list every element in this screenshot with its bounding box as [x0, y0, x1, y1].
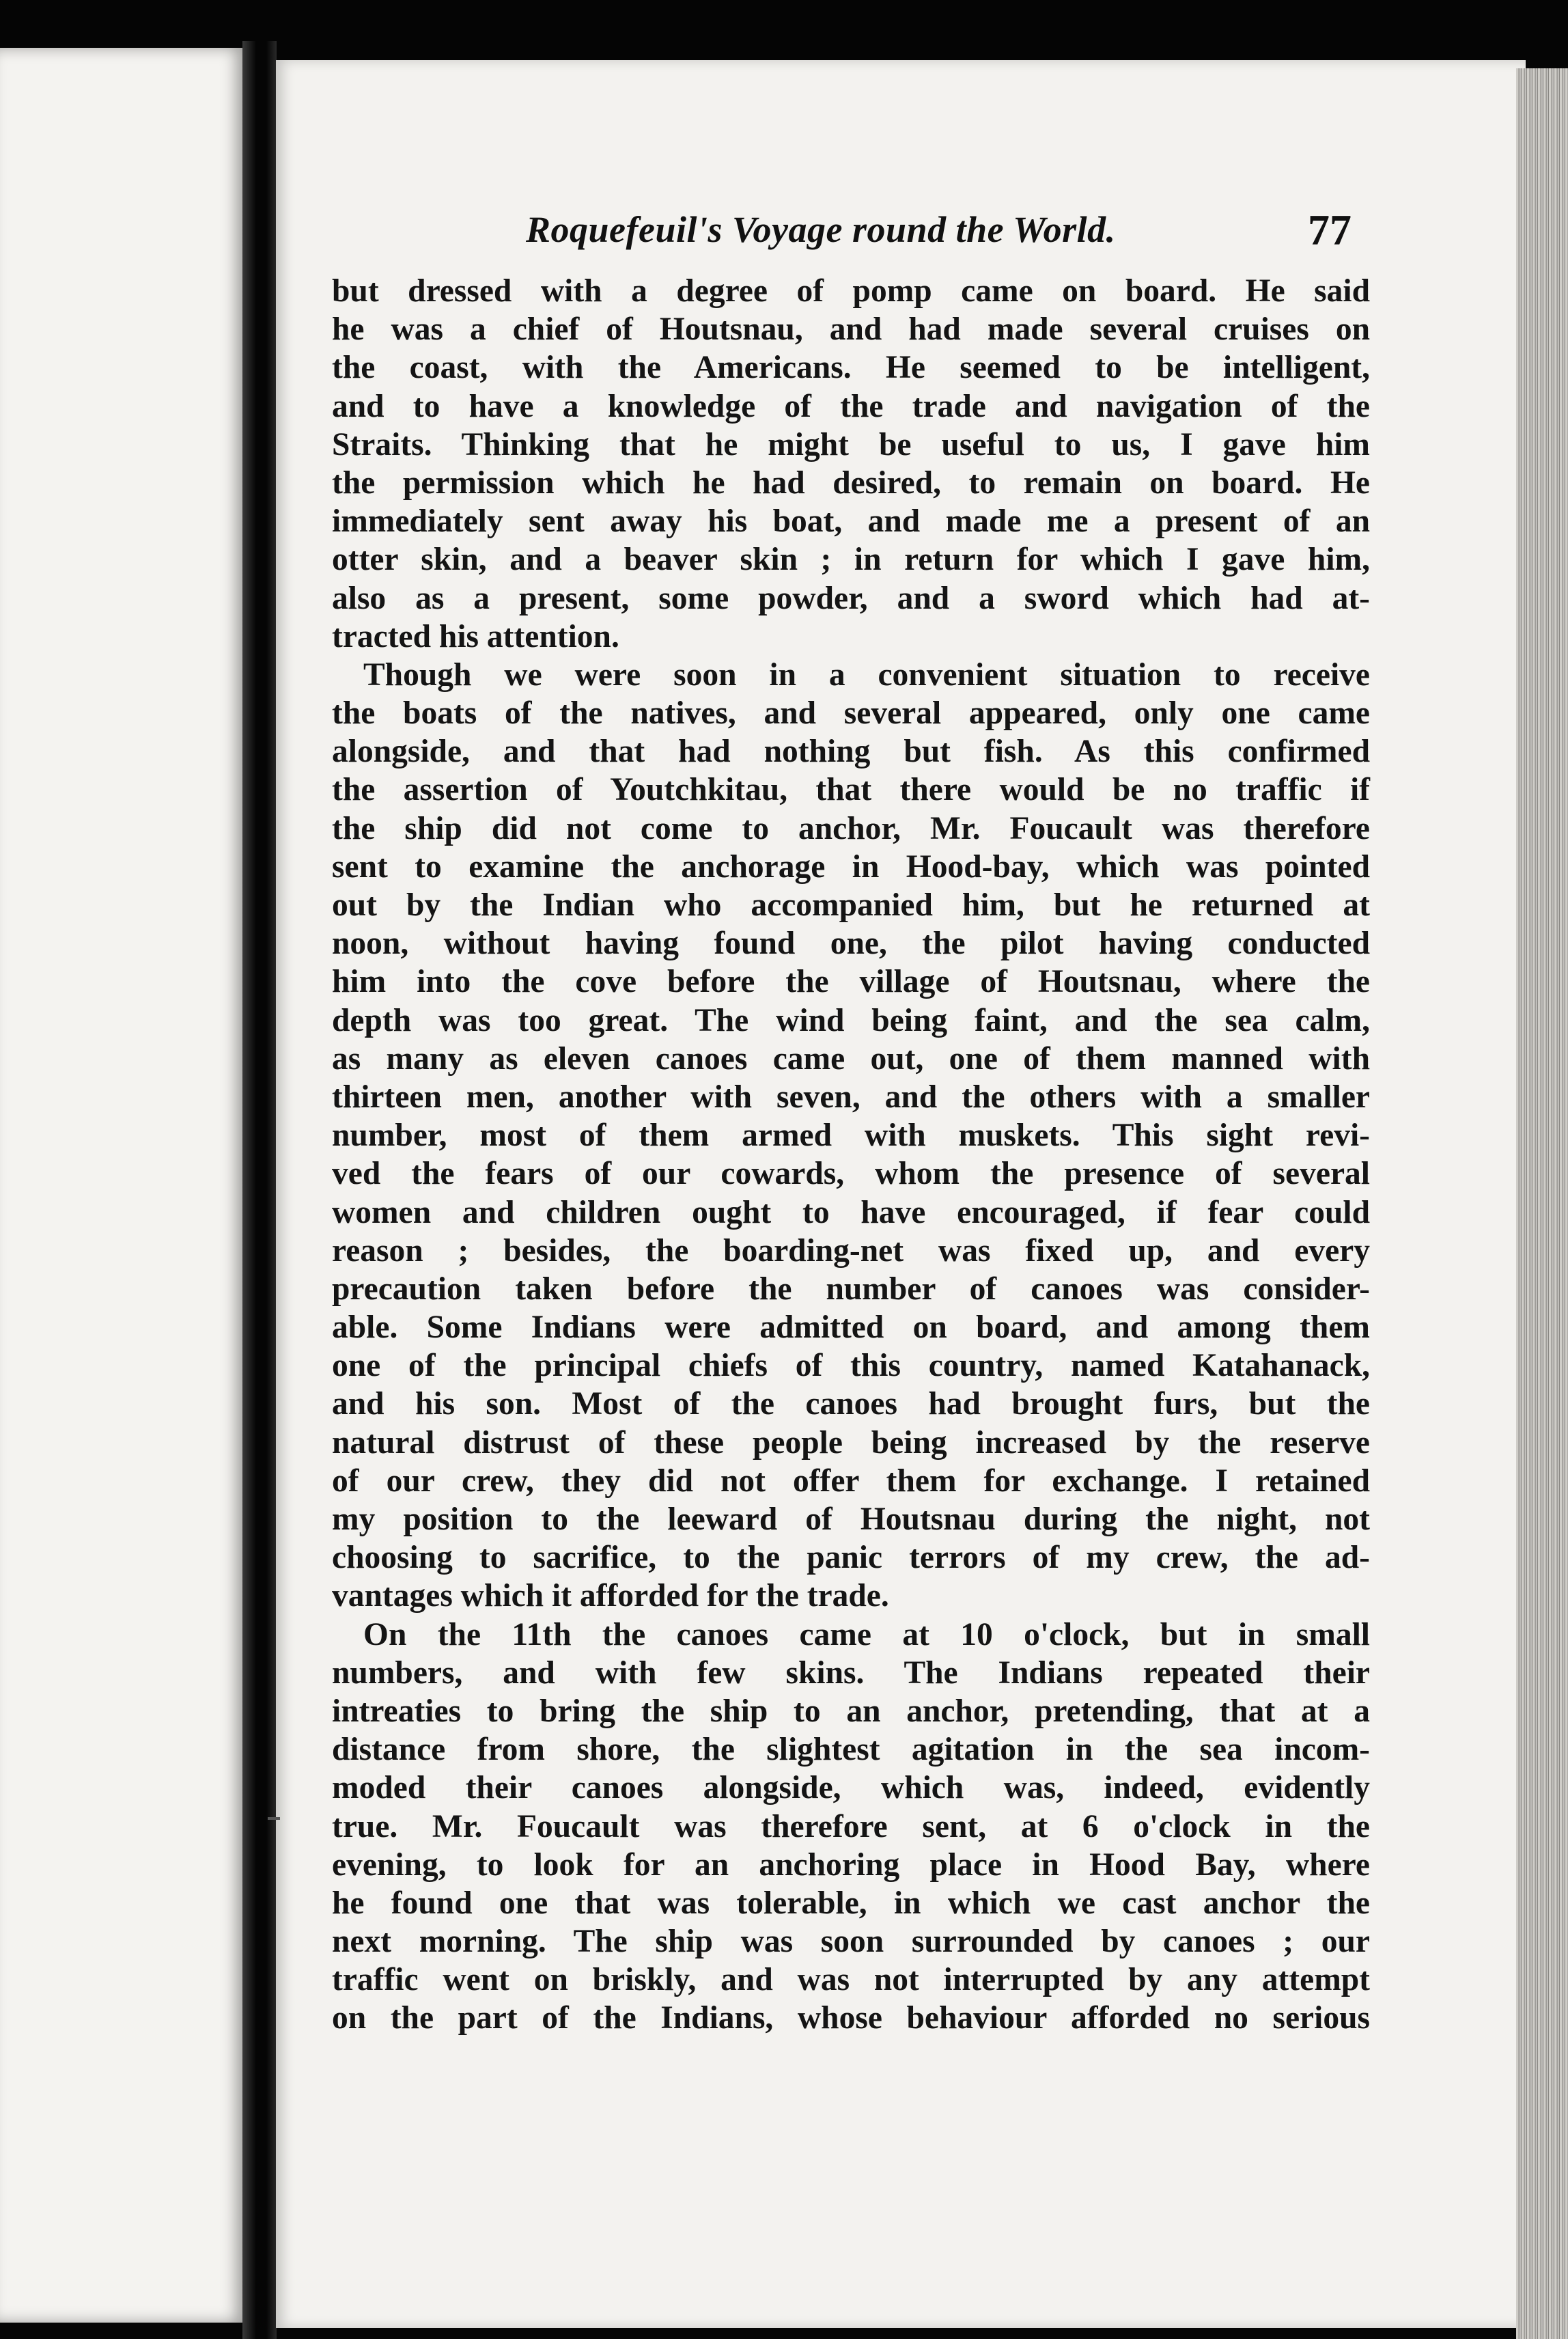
text-line: but dressed with a degree of pomp came on board. He said: [332, 273, 1370, 309]
text-line: numbers, and with few skins. The Indians repeated their: [332, 1655, 1370, 1691]
text-line: distance from shore, the slightest agitation in the sea incom-: [332, 1732, 1370, 1768]
text-line: On the 11th the canoes came at 10 o'clock, but in small: [363, 1616, 1370, 1652]
text-line: moded their canoes alongside, which was, indeed, evidently: [332, 1770, 1370, 1806]
text-line: sent to examine the anchorage in Hood-bay, which was pointed: [332, 848, 1370, 885]
text-line: him into the cove before the village of Houtsnau, where the: [332, 964, 1370, 1000]
text-line: natural distrust of these people being increased by the reserve: [332, 1424, 1370, 1461]
text-line: reason ; besides, the boarding-net was fixed up, and every: [332, 1232, 1370, 1269]
text-line: precaution taken before the number of canoes was consider-: [332, 1271, 1370, 1307]
text-line: the boats of the natives, and several appeared, only one came: [332, 695, 1370, 732]
text-line: able. Some Indians were admitted on board, and among them: [332, 1310, 1370, 1346]
text-line: intreaties to bring the ship to an anchor, pretending, that at a: [332, 1693, 1370, 1729]
book-gutter: [242, 41, 277, 2339]
text-line: alongside, and that had nothing but fish. As this confirmed: [332, 734, 1370, 770]
text-line: and his son. Most of the canoes had brought furs, but the: [332, 1386, 1370, 1422]
text-line: also as a present, some powder, and a sword which had at-: [332, 580, 1370, 616]
text-line: one of the principal chiefs of this country, named Katahanack,: [332, 1348, 1370, 1384]
text-line: next morning. The ship was soon surrounded by canoes ; our: [332, 1924, 1370, 1960]
text-line: Straits. Thinking that he might be useful to us, I gave him: [332, 426, 1370, 462]
text-line: number, most of them armed with muskets. This sight revi-: [332, 1118, 1370, 1154]
text-line: as many as eleven canoes came out, one of them manned with: [332, 1040, 1370, 1077]
text-line: my position to the leeward of Houtsnau during the night, not: [332, 1501, 1370, 1537]
text-line: Though we were soon in a convenient situation to receive: [363, 656, 1370, 693]
text-line: he found one that was tolerable, in which we cast anchor the: [332, 1885, 1370, 1921]
text-line: ved the fears of our cowards, whom the presence of several: [332, 1156, 1370, 1192]
text-line: the permission which he had desired, to remain on board. He: [332, 465, 1370, 501]
text-line: choosing to sacrifice, to the panic terrors of my crew, the ad-: [332, 1540, 1370, 1576]
text-line: out by the Indian who accompanied him, but he returned at: [332, 887, 1370, 923]
text-line: noon, without having found one, the pilot having conducted: [332, 926, 1370, 962]
text-line: otter skin, and a beaver skin ; in return for which I gave him,: [332, 542, 1370, 578]
text-line: traffic went on briskly, and was not interrupted by any attempt: [332, 1962, 1370, 1998]
margin-mark: [268, 1817, 280, 1820]
page-edges: [1516, 68, 1568, 2339]
text-line: depth was too great. The wind being faint, and the sea calm,: [332, 1002, 1370, 1038]
text-line: and to have a knowledge of the trade and navigation of the: [332, 388, 1370, 424]
running-head: Roquefeuil's Voyage round the World.: [526, 209, 1116, 250]
text-line: evening, to look for an anchoring place in Hood Bay, where: [332, 1846, 1370, 1883]
text-line: he was a chief of Houtsnau, and had made several cruises on: [332, 312, 1370, 348]
text-line: women and children ought to have encouraged, if fear could: [332, 1194, 1370, 1230]
text-line: thirteen men, another with seven, and the others with a smaller: [332, 1079, 1370, 1115]
text-line: on the part of the Indians, whose behaviour afforded no serious: [332, 2000, 1370, 2036]
text-line: the ship did not come to anchor, Mr. Foucault was therefore: [332, 810, 1370, 846]
left-page: [0, 48, 246, 2323]
text-line: true. Mr. Foucault was therefore sent, at 6 o'clock in the: [332, 1808, 1370, 1844]
text-line: the coast, with the Americans. He seemed to be intelligent,: [332, 350, 1370, 386]
text-line: of our crew, they did not offer them for exchange. I retained: [332, 1463, 1370, 1499]
text-line: the assertion of Youtchkitau, that there would be no traffic if: [332, 772, 1370, 808]
text-line: tracted his attention.: [332, 618, 619, 654]
body-text: [332, 272, 1370, 2038]
text-line: immediately sent away his boat, and made me a present of an: [332, 503, 1370, 540]
text-line: vantages which it afforded for the trade.: [332, 1578, 889, 1614]
page-number: 77: [1308, 206, 1352, 254]
